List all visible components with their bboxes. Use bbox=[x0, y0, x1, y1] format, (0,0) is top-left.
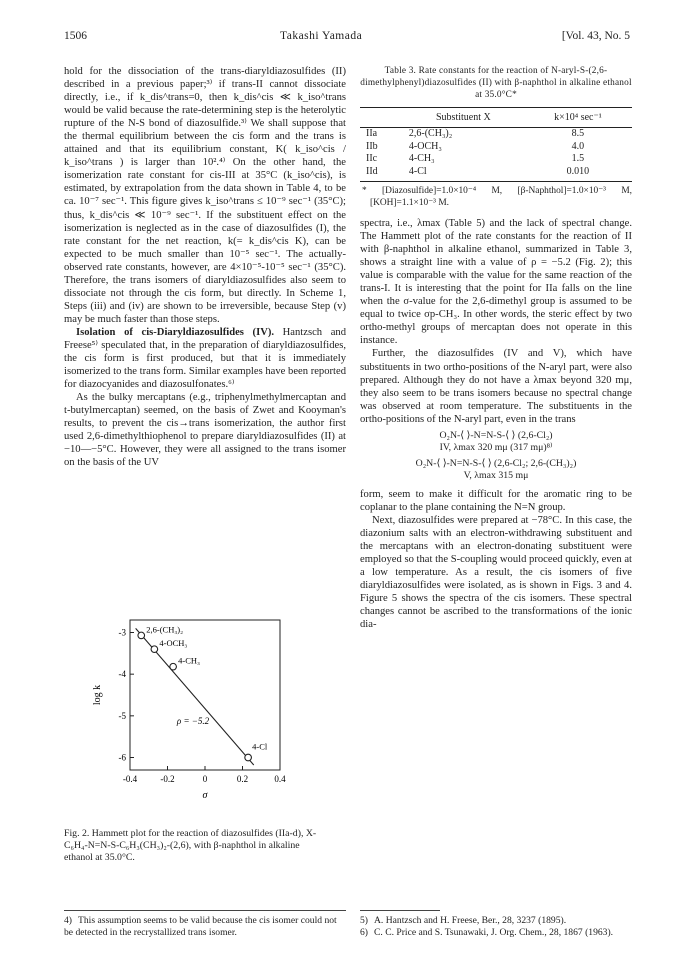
x-tick-label: 0.2 bbox=[236, 774, 249, 784]
hammett-plot bbox=[70, 610, 300, 815]
page-number: 1506 bbox=[64, 30, 87, 42]
structure-iv-formula: O₂N-⟨ ⟩-N=N-S-⟨ ⟩ (2,6-Cl₂) bbox=[439, 429, 553, 441]
col-header-k: k×10⁴ sec⁻¹ bbox=[524, 108, 632, 128]
running-author: Takashi Yamada bbox=[280, 30, 363, 42]
structure-v-label: V, λmax 315 mμ bbox=[463, 469, 529, 481]
table-row: IIc 4-CH₃ 1.5 bbox=[366, 153, 585, 164]
rho-annotation: ρ = −5.2 bbox=[176, 716, 210, 727]
table-row: IIb 4-OCH₃ 4.0 bbox=[366, 140, 585, 152]
section-heading: Isolation of cis-Diaryldiazosulfides (IV). bbox=[76, 326, 275, 338]
x-tick-label: 0.4 bbox=[274, 774, 286, 784]
y-tick-label: -3 bbox=[118, 627, 126, 638]
volume-info: [Vol. 43, No. 5 bbox=[561, 30, 630, 42]
x-tick-label: -0.4 bbox=[122, 774, 138, 784]
y-axis-label: log k bbox=[92, 684, 103, 706]
structure-v bbox=[360, 458, 632, 482]
footnotes-left bbox=[64, 910, 346, 939]
y-tick-label: -4 bbox=[118, 669, 126, 680]
x-axis-label: σ bbox=[202, 790, 208, 801]
section-paragraph: Isolation of cis-Diaryldiazosulfides (IV). Hantzsch and Freese⁵⁾ speculated that, in the preparation of diaryldiazosulfides, the cis form is first produced, but that it is immediately isomerized to the trans form. Similar examples have been reported for diazocyanides and diazosulfonates.⁶⁾ bbox=[64, 326, 346, 391]
y-tick-label: -6 bbox=[118, 752, 126, 763]
data-point bbox=[151, 646, 158, 653]
footnotes-right bbox=[360, 910, 632, 939]
structure-v-formula: O₂N-⟨ ⟩-N=N-S-⟨ ⟩ (2,6-Cl₂; 2,6-(CH₃)₂) bbox=[415, 457, 577, 469]
col-header-substituent: Substituent X bbox=[403, 108, 524, 128]
data-point bbox=[170, 663, 177, 670]
right-column bbox=[360, 65, 632, 631]
x-tick-label: -0.2 bbox=[160, 774, 175, 784]
table-row: IId 4-Cl 0.010 bbox=[360, 166, 632, 182]
table-caption: Table 3. Rate constants for the reaction of N-aryl-S-(2,6-dimethylphenyl)diazosulfides (II) with β-naphthol in alkaline ethanol at 35.0°C* bbox=[360, 66, 632, 100]
paragraph: form, seem to make it difficult for the aromatic ring to be coplanar to the plane containing the N=N group. bbox=[360, 488, 632, 513]
paragraph: spectra, i.e., λmax (Table 5) and the lack of spectral change. The Hammett plot of the rate constants for the reaction of II with β-naphthol in alkaline ethanol, summarized in Table 3, shows a straight line with a value of ρ = −5.2 (Fig. 2); this value is comparable with the value for the same reaction of the trans-I. It is interesting that the point for IIa falls on the line when the σ-value for the 2,6-dimethyl group is assumed to be equal to twice σp-CH₃. In other words, the steric effect by two ortho-methyl groups of mercaptan does not operate in this instance. bbox=[360, 218, 632, 347]
structure-iv bbox=[360, 430, 632, 454]
table-row: IIa 2,6-(CH₃)₂ 8.5 bbox=[366, 128, 585, 139]
paragraph: As the bulky mercaptans (e.g., triphenylmethylmercaptan and t-butylmercaptan) seemed, on the basis of Zwet and Kooyman's results, to prevent the cis→trans isomerization, the author first used 2,6-dimethylthiophenol to prepare diaryldiazosulfides (II) at −10—−5°C. However, they were all assigned to the trans isomer on the basis of the UV bbox=[64, 392, 346, 469]
paragraph: Further, the diazosulfides (IV and V), which have substituents in two ortho-positions of the N-aryl part, were also prepared. Although they do not have a λmax beyond 320 mμ, they also seem to be trans isomers because no spectral change was observed at room temperature. The substituents in the ortho-positions of the N-aryl part, even in the trans bbox=[360, 348, 632, 425]
y-tick-label: -5 bbox=[118, 710, 126, 721]
left-column bbox=[64, 65, 346, 469]
table-header-row bbox=[360, 108, 632, 128]
table-footnote: * [Diazosulfide]=1.0×10⁻⁴ M, [β-Naphthol]=1.0×10⁻³ M, [KOH]=1.1×10⁻³ M. bbox=[362, 186, 632, 208]
rate-table bbox=[360, 107, 632, 182]
data-point bbox=[138, 632, 145, 639]
paragraph: hold for the dissociation of the trans-diaryldiazosulfides (II) described in a previous paper;³⁾ if trans-II cannot dissociate directly, i.e., if k_dis^trans=0, then k_dis^cis ≪ k_iso^trans would be valid because the rate-determining step is the heterolytic rupture of the N-S bond of diazosulfide.³⁾ We shall suppose that the thermal equilibrium between the cis form and the trans is attained and that its equilibrium constant, K( k_iso^cis / k_iso^trans ) is larger than 10².⁴⁾ On the other hand, the isomerization rate constant for cis-III at 35°C (k_iso^cis), is estimated, by extrapolation from the data shown in Table 4, to be ca. 10⁻⁷ sec⁻¹. This figure gives k_iso^trans ≤ 10⁻⁹ sec⁻¹ (35°C); thus, k_dis^cis ≪ 10⁻⁹ sec⁻¹. If the substituent effect on the isomerization is neglected as in the case of diazosulfides (I), the rate constant for the net reaction, k(= k_dis^cis K), can be expected to be much smaller than 10⁻⁵ sec⁻¹. The actually-observed rate constants, however, are 4×10⁻⁵-10⁻⁵ sec⁻¹ (35°C). Therefore, the trans isomers of diaryldiazosulfides also seem to dissociate not through the cis form, but directly. In Scheme 1, Steps (iii) and (iv) are shown to be irreversible, because Step (v) may be much faster than those steps. bbox=[64, 66, 346, 325]
point-label: 2,6-(CH₃)₂ bbox=[146, 624, 184, 635]
footnote: 5) A. Hantzsch and H. Freese, Ber., 28, 3237 (1895). bbox=[360, 915, 567, 926]
footnote: 6) C. C. Price and S. Tsunawaki, J. Org. Chem., 28, 1867 (1963). bbox=[360, 927, 614, 938]
paragraph: Next, diazosulfides were prepared at −78°C. In this case, the diazonium salts with an electron-withdrawing substituent and the mercaptans with an electron-donating substituent were employed so that the S-coupling would proceed quickly, even at a low temperature. As a result, the cis isomers of five diaryldiazosulfides were isolated, as is shown in Figs. 3 and 4. Figure 5 shows the spectra of the cis isomers. These spectral changes cannot be ascribed to the transformations of the ionic dia- bbox=[360, 514, 632, 631]
footnote: 4) This assumption seems to be valid because the cis isomer could not be detected in the recrystallized trans isomer. bbox=[64, 915, 337, 938]
data-point bbox=[245, 754, 252, 761]
point-label: 4-OCH₃ bbox=[159, 638, 188, 649]
structure-iv-label: IV, λmax 320 mμ (317 mμ)⁸⁾ bbox=[439, 441, 553, 453]
x-tick-label: 0 bbox=[202, 774, 208, 784]
figure-caption: Fig. 2. Hammett plot for the reaction of diazosulfides (IIa-d), X-C₆H₄-N=N-S-C₆H₃(CH₃)₂-(2,6), with β-naphthol in alkaline ethanol at 35.0°C. bbox=[64, 828, 317, 864]
point-label: 4-CH₃ bbox=[178, 655, 200, 666]
point-label: 4-Cl bbox=[252, 741, 268, 752]
